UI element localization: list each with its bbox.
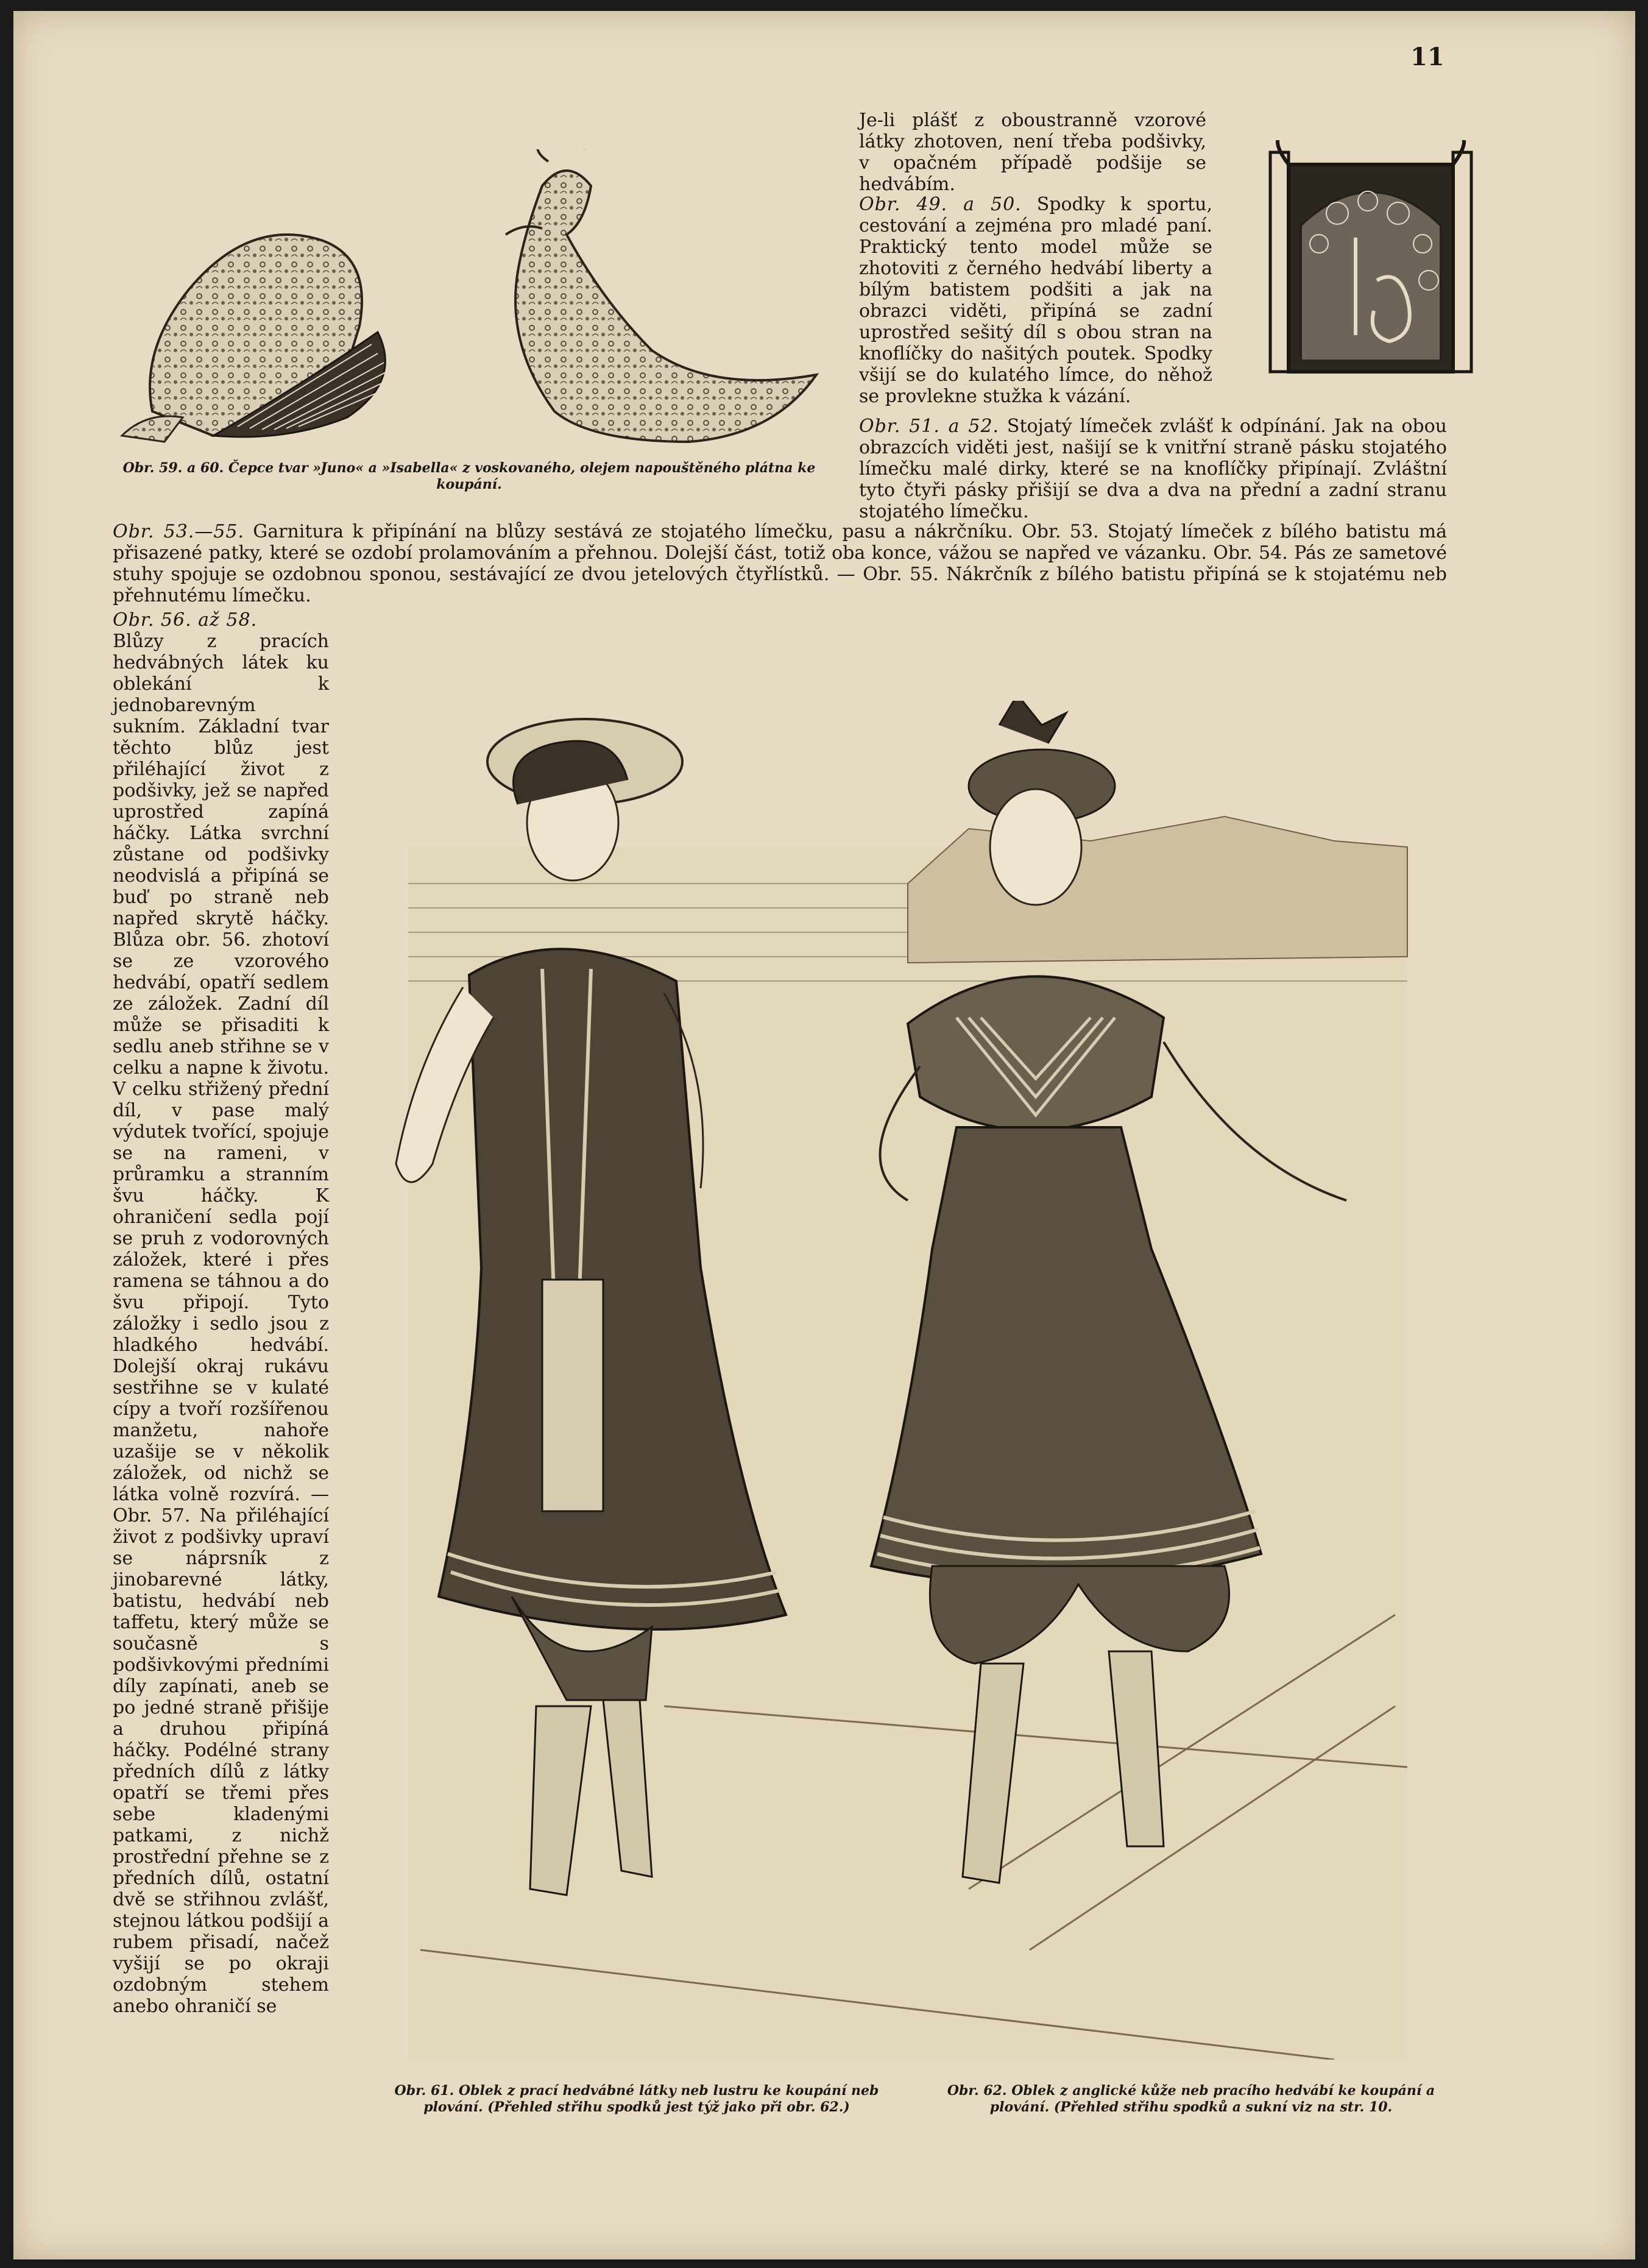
right-column-text-2 — [859, 194, 1212, 407]
left-column-text: Blůzy z pracích hedvábných látek ku oblekání k jednobarevným sukním. Základní tvar těchto blůz jest přiléhající život z podšivky, jež se napřed uprostřed zapíná háčky. Látka svrchní zůstane od podšivky neodvislá a připíná se buď po straně neb napřed skrytě háčky. Blůza obr. 56. zhotoví se ze vzorového hedvábí, opatří sedlem ze záložek. Zadní díl může se přisaditi k sedlu aneb střihne se v celku a napne k životu. V celku střižený přední díl, v pase malý výdutek tvořící, spojuje se na rameni, v průramku a stranním švu háčky. K ohraničení sedla pojí se pruh z vodorovných záložek, které i přes ramena se táhnou a do švu připojí. Tyto záložky i sedlo jsou z hladkého hedvábí. Dolejší okraj rukávu sestřihne se v kulaté cípy a tvoří rozšířenou manžetu, nahoře uzašije se v několik záložek, od nichž se látka volně rozvírá. — Obr. 57. Na přiléhající život z podšivky upraví se náprsník z jinobarevné látky, batistu, hedvábí neb taffetu, který může se současně s podšivkovými předními díly zapínati, aneb se po jedné straně přišije a druhou připíná háčky. Podélné strany předních dílů z látky opatří se třemi přes sebe kladenými patkami, z nichž prostřední přehne se z předních dílů, ostatní dvě se střihnou zvlášť, stejnou látkou podšijí a rubem přisadí, načež vyšijí se po okraji ozdobným stehem anebo ohraničí se — [113, 631, 329, 2017]
ref-fig-56-58: Obr. 56. až 58. — [113, 609, 258, 631]
ornament-la — [1264, 140, 1477, 384]
left-column — [113, 609, 329, 2017]
ref-fig-53-55: Obr. 53.—55. — [113, 521, 245, 542]
ref-fig-49-50: Obr. 49. a 50. — [859, 194, 1022, 215]
vignette-frame — [1264, 140, 1477, 384]
figure-bonnets — [116, 149, 847, 454]
bathing-suits-illustration — [359, 701, 1456, 2060]
fig-61-caption: Obr. 61. Oblek z prací hedvábné látky neb lustru ke koupání neb plování. (Přehled střihu spodků jest týž jako při obr. 62.) — [394, 2083, 879, 2115]
paragraph-garniture: Garnitura k připínání na blůzy sestává ze stojatého límečku, pasu a nákrčníku. Obr. 53. Stojatý límeček z bílého batistu má přisazené patky, které se ozdobí prolamováním a přehnou. Dolejší část, totiž oba konce, vážou se napřed ve vázanku. Obr. 54. Pás ze sametové stuhy spojuje se ozdobnou sponou, sestávající ze dvou jetelových čtyřlístků. — Obr. 55. Nákrčník z bílého batistu připíná se k stojatému neb přehnutému límečku. — [113, 521, 1447, 606]
collar-paragraph — [859, 416, 1447, 522]
right-column-text — [859, 110, 1206, 195]
page-number: 11 — [1410, 43, 1445, 71]
paragraph-pants: Spodky k sportu, cestování a zejména pro mladé paní. Praktický tento model může se zhotoviti z černého hedvábí liberty a bílým batistem podšiti a jak na obrazci viděti, připíná se zadní uprostřed sešitý díl s obou stran na knoflíčky do našitých poutek. Spodky všijí se do kulatého límce, do něhož se provlekne stužka k vázání. — [859, 194, 1212, 407]
fig-62-caption: Obr. 62. Oblek z anglické kůže neb pracího hedvábí ke koupání a plování. (Přehled střihu spodků a sukní viz na str. 10. — [947, 2083, 1435, 2115]
fig-59-60-caption: Obr. 59. a 60. Čepce tvar »Juno« a »Isabella« z voskovaného, olejem napouštěného plátna ke koupání. — [122, 460, 816, 492]
ref-fig-51-52: Obr. 51. a 52. — [859, 416, 1000, 437]
paragraph-cloak: Je-li plášť z oboustranně vzorové látky zhotoven, není třeba podšivky, v opačném případě podšije se hedvábím. — [859, 110, 1206, 195]
garniture-paragraph — [113, 521, 1447, 606]
paragraph-collar: Stojatý límeček zvlášť k odpínání. Jak na obou obrazcích viděti jest, našijí se k vnitřní straně pásku stojatého límečku malé dirky, které se na knoflíčky připínají. Zvláštní tyto čtyři pásky přišijí se dva a dva na přední a zadní stranu stojatého límečku. — [859, 416, 1447, 522]
figure-bathing-suits — [359, 701, 1456, 2060]
bonnets-illustration — [116, 149, 847, 454]
